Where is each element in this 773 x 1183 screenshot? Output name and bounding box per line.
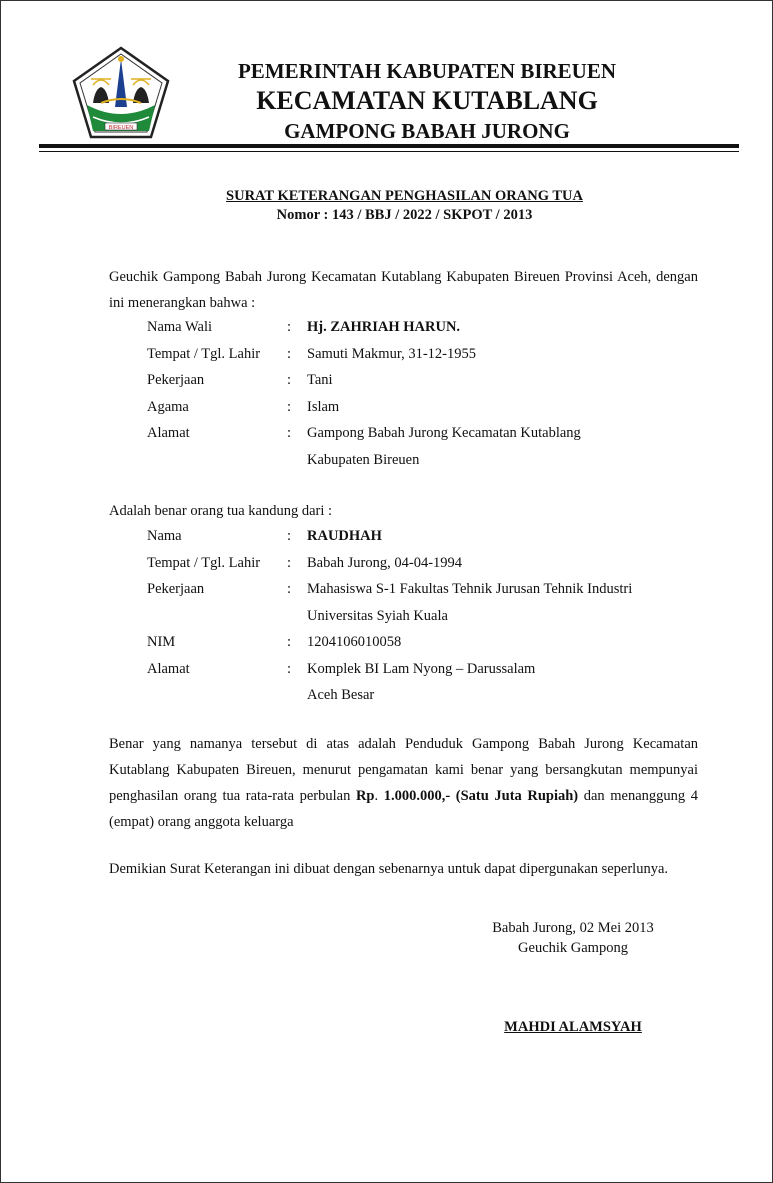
letter-title [1, 187, 773, 225]
letterhead-district: KECAMATAN KUTABLANG [256, 86, 598, 115]
guardian-birth-row: Tempat / Tgl. Lahir : Samuti Makmur, 31-12-1955 [147, 345, 476, 362]
guardian-name-row: Nama Wali : Hj. ZAHRIAH HARUN. [147, 314, 707, 341]
child-name: RAUDHAH [307, 528, 382, 544]
svg-text:BIREUEN: BIREUEN [108, 125, 134, 131]
child-address-row-2: Aceh Besar [307, 687, 375, 703]
child-address-row: Alamat : Komplek BI Lam Nyong – Darussalam [147, 660, 536, 677]
guardian-religion-row: Agama : Islam [147, 398, 340, 415]
guardian-address-row-2: Kabupaten Bireuen [307, 451, 420, 468]
letterhead-rule-thick [39, 144, 739, 148]
child-details [147, 523, 707, 709]
letterhead-rule-thin [39, 151, 739, 152]
child-nim-row: NIM : 1204106010058 [147, 634, 402, 650]
letterhead [197, 57, 657, 145]
child-name-row: Nama : RAUDHAH [147, 523, 707, 550]
guardian-name: Hj. ZAHRIAH HARUN. [307, 319, 461, 335]
letterhead-village: GAMPONG BABAH JURONG [284, 119, 570, 143]
bireuen-emblem-icon [71, 45, 171, 141]
letter-heading: SURAT KETERANGAN PENGHASILAN ORANG TUA [226, 188, 583, 204]
signature-block [471, 918, 675, 958]
signature-place-date: Babah Jurong, 02 Mei 2013 [492, 920, 654, 936]
child-job-row: Pekerjaan : Mahasiswa S-1 Fakultas Tehnik Jurusan Tehnik Industri [147, 581, 633, 597]
child-birth-row: Tempat / Tgl. Lahir : Babah Jurong, 04-04-1994 [147, 554, 463, 571]
letter-number: Nomor : 143 / BBJ / 2022 / SKPOT / 2013 [276, 207, 533, 223]
guardian-address-row: Alamat : Gampong Babah Jurong Kecamatan Kutablang [147, 425, 581, 441]
child-intro: Adalah benar orang tua kandung dari : [109, 503, 333, 519]
guardian-details [147, 314, 707, 473]
closing-paragraph: Demikian Surat Keterangan ini dibuat dengan sebenarnya untuk dapat dipergunakan seperlunya. [109, 861, 669, 877]
signature-position: Geuchik Gampong [518, 940, 628, 956]
income-amount: 1.000.000,- (Satu Juta Rupiah) [378, 788, 579, 804]
letterhead-government: PEMERINTAH KABUPATEN BIREUEN [237, 59, 617, 83]
child-job-row-2: Universitas Syiah Kuala [307, 607, 448, 624]
statement-paragraph: Benar yang namanya tersebut di atas adalah Penduduk Gampong Babah Jurong Kecamatan Kutablang Kabupaten Bireuen, menurut pengamatan kami benar yang bersangkutan mempunyai penghasilan orang tua rata-rata perbulan Rp. 1.000.000,- (Satu Juta Rupiah) dan menanggung 4 (empat) orang anggota keluarga [109, 736, 698, 830]
signatory-name: MAHDI ALAMSYAH [504, 1019, 642, 1035]
intro-paragraph: Geuchik Gampong Babah Jurong Kecamatan Kutablang Kabupaten Bireuen Provinsi Aceh, dengan ini menerangkan bahwa : [109, 269, 698, 311]
guardian-job-row: Pekerjaan : Tani [147, 372, 333, 388]
